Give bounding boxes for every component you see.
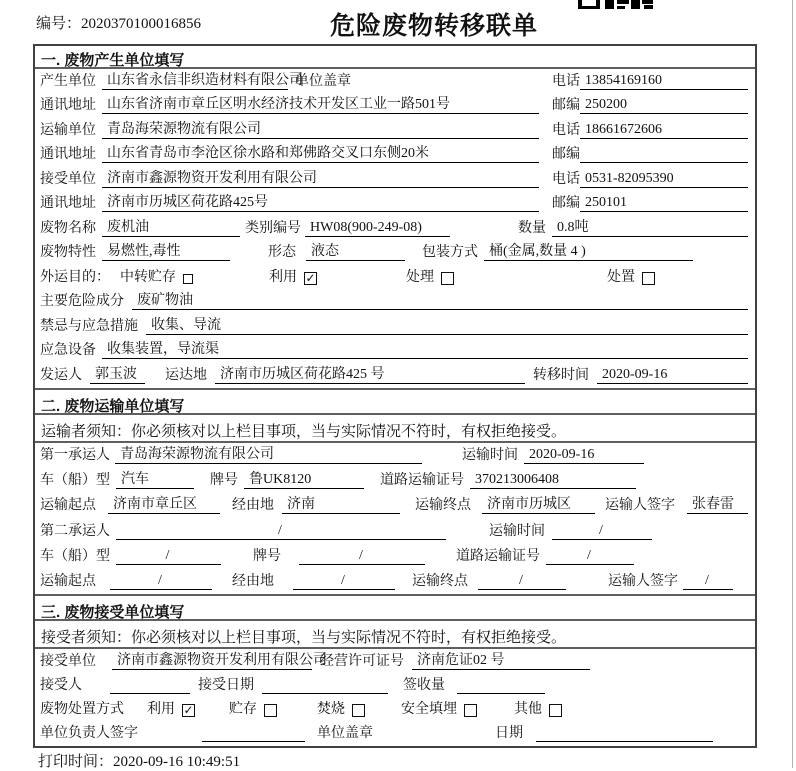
license-value: 济南危证02 号 — [412, 649, 590, 669]
row-accept-unit — [35, 649, 755, 673]
purpose-option-treat — [406, 266, 454, 286]
disposal-option-landfill — [401, 698, 477, 718]
row-disposal — [35, 698, 755, 722]
accept-date-value — [262, 677, 388, 694]
row-waste-name — [35, 216, 755, 241]
page-title: 危险废物转移联单 — [330, 12, 539, 40]
row-receiver — [35, 167, 755, 192]
accept-unit-label: 接受单位 — [40, 653, 96, 669]
license-label: 经营许可证号 — [320, 653, 404, 669]
responsible-sign-label: 单位负责人签字 — [40, 726, 138, 742]
accept-date-label: 接受日期 — [198, 677, 254, 693]
via-value: / — [293, 573, 395, 590]
option-label: 中转贮存 — [120, 269, 176, 285]
row-hazard — [35, 290, 755, 315]
receipt-qty-label: 签收量 — [403, 677, 445, 693]
row-receiver-address — [35, 192, 755, 217]
unit-stamp-label: 单位盖章 — [317, 726, 373, 742]
plate-label: 牌号 — [253, 548, 281, 564]
via-label: 经由地 — [232, 574, 274, 590]
endpoint-label: 运输终点 — [415, 498, 471, 514]
endpoint-value: / — [478, 573, 566, 590]
row-vehicle1 — [35, 468, 755, 493]
incinerate-checkbox — [352, 704, 365, 717]
qr-code-fragment — [578, 0, 654, 9]
row-route1 — [35, 493, 755, 518]
carrier2-value: / — [116, 523, 446, 540]
origin-label: 运输起点 — [40, 498, 96, 514]
zip-label: 邮编 — [552, 196, 580, 211]
acceptor-value — [110, 677, 190, 694]
section3-notice: 接受者须知：你必须核对以上栏目事项，当与实际情况不符时，有权拒绝接受。 — [35, 621, 755, 649]
road-permit-value: 370213006408 — [470, 472, 636, 489]
producer-value: 山东省永信非织造材料有限公司 — [102, 69, 288, 90]
option-label: 贮存 — [229, 702, 257, 718]
receiver-value: 济南市鑫源物资开发利用有限公司 — [102, 167, 539, 188]
serial-value: 2020370100016856 — [81, 16, 202, 32]
producer-address: 山东省济南市章丘区明水经济技术开发区工业一路501号 — [102, 94, 539, 115]
row-acceptor — [35, 674, 755, 698]
disposal-option-store — [229, 698, 277, 718]
purpose-label: 外运目的： — [40, 269, 110, 285]
responsible-sign-value — [202, 725, 305, 742]
disposal-option-other — [514, 698, 562, 718]
carrier2-label: 第二承运人 — [40, 523, 110, 539]
transfer-time-label: 转移时间 — [533, 367, 589, 383]
destination-value: 济南市历城区荷花路425 号 — [215, 363, 525, 384]
row-shipper — [35, 363, 755, 388]
transporter-label: 运输单位 — [40, 122, 96, 138]
property-label: 废物特性 — [40, 245, 96, 260]
purpose-option-dispose — [607, 266, 655, 286]
zip-label: 邮编 — [552, 147, 580, 162]
road-permit-label: 道路运输证号 — [380, 473, 464, 489]
row-transporter — [35, 118, 755, 143]
row-signature — [35, 722, 755, 746]
row-route2 — [35, 569, 755, 594]
section1-header: 一. 废物产生单位填写 — [35, 46, 755, 69]
receiver-zip: 250101 — [580, 195, 748, 212]
row-producer-address — [35, 94, 755, 119]
origin-value: / — [110, 573, 212, 590]
transport-time-value: 2020-09-16 — [524, 447, 644, 464]
print-time-label: 打印时间： — [38, 754, 114, 770]
date-value — [536, 725, 713, 742]
carrier-sign-value: 张春雷 — [687, 493, 748, 514]
section3-header: 三. 废物接受单位填写 — [35, 594, 755, 621]
origin-label: 运输起点 — [40, 574, 96, 590]
row-transporter-address — [35, 143, 755, 168]
acceptor-label: 接受人 — [40, 677, 82, 693]
hazard-value: 废矿物油 — [132, 290, 748, 311]
taboo-label: 禁忌与应急措施 — [40, 318, 138, 334]
destination-label: 运达地 — [165, 367, 207, 383]
transporter-address: 山东省青岛市李沧区徐水路和郑佛路交叉口东侧20米 — [102, 143, 539, 164]
transporter-value: 青岛海荣源物流有限公司 — [102, 118, 539, 139]
option-label: 利用 — [269, 269, 297, 285]
row-vehicle2 — [35, 544, 755, 569]
accept-unit-value: 济南市鑫源物资开发利用有限公司 — [112, 649, 312, 669]
carrier-sign-label: 运输人签字 — [608, 574, 678, 590]
purpose-option-utilize — [269, 266, 317, 286]
vehicle1-label: 车（船）型 — [40, 473, 110, 489]
store-checkbox — [264, 704, 277, 717]
transporter-zip — [580, 146, 748, 163]
other-checkbox — [549, 704, 562, 717]
transport-time-label: 运输时间 — [489, 523, 545, 539]
plate-label: 牌号 — [210, 473, 238, 489]
serial-label: 编号： — [36, 16, 82, 32]
receiver-address: 济南市历城区荷花路425号 — [102, 192, 539, 213]
producer-zip: 250200 — [580, 97, 748, 114]
category-label: 类别编号 — [245, 220, 301, 236]
transfer-form-table — [33, 44, 757, 748]
transfer-time-value: 2020-09-16 — [597, 367, 748, 384]
section2-notice: 运输者须知：你必须核对以上栏目事项，当与实际情况不符时，有权拒绝接受。 — [35, 415, 755, 443]
packaging-label: 包装方式 — [422, 245, 478, 260]
dispose-checkbox — [642, 272, 655, 285]
carrier-sign-value: / — [683, 573, 733, 590]
vehicle2-label: 车（船）型 — [40, 548, 110, 564]
shipper-value: 郭玉波 — [90, 363, 145, 384]
packaging-value: 桶(金属,数量 4 ) — [484, 241, 693, 262]
quantity-label: 数量 — [518, 220, 546, 236]
row-waste-property — [35, 241, 755, 266]
treat-checkbox — [441, 272, 454, 285]
address-label: 通讯地址 — [40, 98, 96, 113]
endpoint-value: 济南市历城区 — [482, 493, 595, 514]
property-value: 易燃性,毒性 — [102, 241, 230, 262]
page-edge-line — [792, 0, 793, 768]
option-label: 处理 — [406, 269, 434, 285]
address-label: 通讯地址 — [40, 147, 96, 162]
stamp-label: 单位盖章 — [295, 73, 351, 89]
date-label: 日期 — [495, 726, 523, 742]
endpoint-label: 运输终点 — [412, 574, 468, 590]
carrier1-label: 第一承运人 — [40, 447, 110, 463]
waste-name-label: 废物名称 — [40, 220, 96, 236]
plate-value: 鲁UK8120 — [244, 468, 364, 489]
receiver-label: 接受单位 — [40, 171, 96, 187]
waste-name-value: 废机油 — [102, 216, 240, 237]
receiver-phone: 0531-82095390 — [580, 171, 748, 188]
option-label: 利用 — [147, 702, 175, 718]
producer-label: 产生单位 — [40, 73, 96, 89]
via-label: 经由地 — [232, 498, 274, 514]
row-producer — [35, 69, 755, 94]
equipment-label: 应急设备 — [40, 343, 96, 358]
row-purpose — [35, 265, 755, 290]
option-label: 安全填埋 — [401, 702, 457, 718]
vehicle1-type: 汽车 — [116, 468, 194, 489]
transport-time-label: 运输时间 — [462, 447, 518, 463]
vehicle2-type: / — [116, 548, 221, 565]
transport-time-value: / — [552, 523, 652, 540]
serial-number — [36, 12, 201, 33]
option-label: 处置 — [607, 269, 635, 285]
disposal-option-incinerate — [317, 698, 365, 718]
print-time-value: 2020-09-16 10:49:51 — [113, 754, 241, 770]
option-label: 其他 — [514, 702, 542, 718]
form-label: 形态 — [268, 245, 296, 260]
phone-label: 电话 — [552, 122, 580, 138]
purpose-option-transfer — [120, 266, 193, 286]
address-label: 通讯地址 — [40, 196, 96, 211]
origin-value: 济南市章丘区 — [108, 493, 220, 514]
section2-header: 二. 废物运输单位填写 — [35, 388, 755, 415]
plate-value: / — [299, 548, 425, 565]
taboo-value: 收集、导流 — [146, 314, 748, 335]
row-equipment — [35, 339, 755, 364]
disposal-label: 废物处置方式 — [40, 702, 124, 718]
equipment-value: 收集装置，导流渠 — [102, 339, 748, 360]
producer-phone: 13854169160 — [580, 73, 748, 90]
via-value: 济南 — [282, 493, 400, 514]
transporter-phone: 18661672606 — [580, 122, 748, 139]
hazard-label: 主要危险成分 — [40, 294, 124, 309]
utilize-checkbox: ✓ — [183, 703, 194, 718]
category-value: HW08(900-249-08) — [305, 220, 450, 237]
quantity-value: 0.8吨 — [552, 216, 748, 237]
option-label: 焚烧 — [317, 702, 345, 718]
transfer-checkbox — [183, 274, 193, 284]
landfill-checkbox — [464, 704, 477, 717]
zip-label: 邮编 — [552, 98, 580, 113]
disposal-option-utilize — [147, 698, 195, 718]
receipt-qty-value — [457, 677, 545, 694]
carrier1-value: 青岛海荣源物流有限公司 — [115, 443, 422, 464]
row-carrier2 — [35, 518, 755, 543]
utilize-checkbox: ✓ — [305, 270, 316, 285]
phone-label: 电话 — [552, 171, 580, 187]
carrier-sign-label: 运输人签字 — [605, 498, 675, 514]
phone-label: 电话 — [552, 73, 580, 89]
form-value: 液态 — [306, 241, 405, 262]
road-permit-label: 道路运输证号 — [456, 548, 540, 564]
shipper-label: 发运人 — [40, 367, 82, 383]
row-carrier1 — [35, 443, 755, 468]
road-permit-value: / — [546, 548, 634, 565]
row-taboo — [35, 314, 755, 339]
